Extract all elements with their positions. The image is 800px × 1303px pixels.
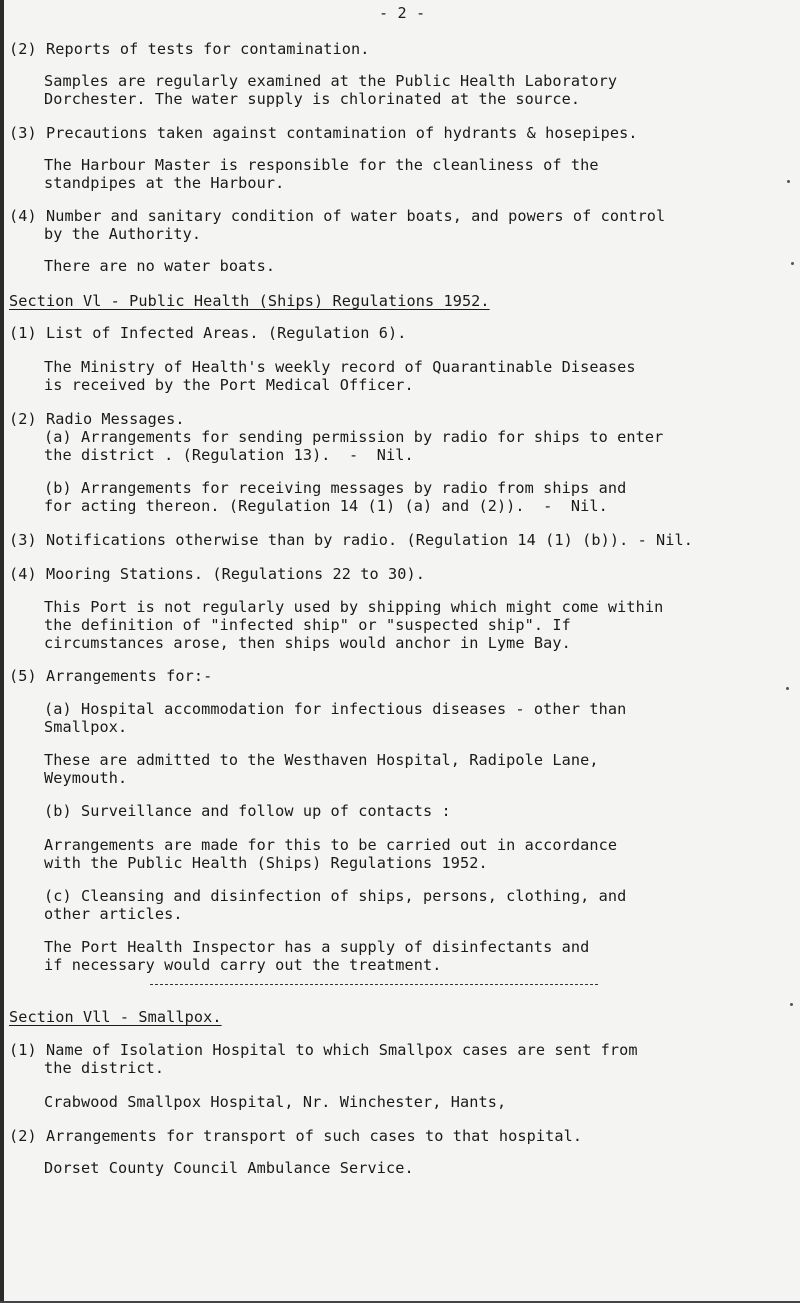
- notifications-line: (3) Notifications otherwise than by radio. (Regulation 14 (1) (b)). - Nil.: [9, 531, 694, 549]
- arrangements-heading: (5) Arrangements for:-: [9, 667, 213, 685]
- surveillance-text: with the Public Health (Ships) Regulations 1952.: [44, 854, 488, 872]
- mooring-text-line: circumstances arose, then ships would anchor in Lyme Bay.: [44, 634, 571, 652]
- transport-text: Dorset County Council Ambulance Service.: [44, 1159, 414, 1177]
- hospital-accommodation-text: Weymouth.: [44, 769, 128, 787]
- scan-speck: [786, 687, 789, 690]
- hospital-accommodation-line: (a) Hospital accommodation for infectious diseases - other than: [44, 700, 627, 718]
- scan-speck: [791, 262, 794, 265]
- mooring-text-line: This Port is not regularly used by shipping which might come within: [44, 598, 664, 616]
- reports-heading: (2) Reports of tests for contamination.: [9, 40, 370, 58]
- reports-text-line: Samples are regularly examined at the Public Health Laboratory: [44, 72, 618, 90]
- radio-messages-heading: (2) Radio Messages.: [9, 410, 185, 428]
- infected-areas-heading: (1) List of Infected Areas. (Regulation 6).: [9, 324, 407, 342]
- hospital-accommodation-text: These are admitted to the Westhaven Hospital, Radipole Lane,: [44, 751, 599, 769]
- isolation-hospital-heading: the district.: [44, 1059, 165, 1077]
- radio-item-b-line: (b) Arrangements for receiving messages by radio from ships and: [44, 479, 627, 497]
- mooring-stations-heading: (4) Mooring Stations. (Regulations 22 to 30).: [9, 565, 425, 583]
- precautions-heading: (3) Precautions taken against contamination of hydrants & hosepipes.: [9, 124, 638, 142]
- scan-speck: [790, 1003, 793, 1006]
- cleansing-text: The Port Health Inspector has a supply of disinfectants and: [44, 938, 590, 956]
- surveillance-heading: (b) Surveillance and follow up of contacts :: [44, 802, 451, 820]
- page-number: - 2 -: [379, 4, 426, 22]
- cleansing-heading: (c) Cleansing and disinfection of ships, persons, clothing, and: [44, 887, 627, 905]
- precautions-text-line: standpipes at the Harbour.: [44, 174, 285, 192]
- cleansing-text: if necessary would carry out the treatment.: [44, 956, 442, 974]
- infected-areas-text-line: The Ministry of Health's weekly record of Quarantinable Diseases: [44, 358, 636, 376]
- section-divider: [150, 984, 598, 985]
- hospital-accommodation-line: Smallpox.: [44, 718, 128, 736]
- isolation-hospital-name: Crabwood Smallpox Hospital, Nr. Winchester, Hants,: [44, 1093, 507, 1111]
- radio-item-a-line: (a) Arrangements for sending permission by radio for ships to enter: [44, 428, 664, 446]
- infected-areas-text-line: is received by the Port Medical Officer.: [44, 376, 414, 394]
- water-boats-heading: (4) Number and sanitary condition of water boats, and powers of control: [9, 207, 666, 225]
- surveillance-text: Arrangements are made for this to be carried out in accordance: [44, 836, 618, 854]
- section-7-title: Section Vll - Smallpox.: [9, 1008, 222, 1026]
- section-6-title: Section Vl - Public Health (Ships) Regulations 1952.: [9, 292, 490, 310]
- cleansing-heading: other articles.: [44, 905, 183, 923]
- transport-heading: (2) Arrangements for transport of such cases to that hospital.: [9, 1127, 583, 1145]
- mooring-text-line: the definition of "infected ship" or "suspected ship". If: [44, 616, 571, 634]
- radio-item-a-line: the district . (Regulation 13). - Nil.: [44, 446, 414, 464]
- scan-edge: [0, 0, 4, 1303]
- radio-item-b-line: for acting thereon. (Regulation 14 (1) (a) and (2)). - Nil.: [44, 497, 608, 515]
- isolation-hospital-heading: (1) Name of Isolation Hospital to which Smallpox cases are sent from: [9, 1041, 638, 1059]
- water-boats-text: There are no water boats.: [44, 257, 276, 275]
- reports-text-line: Dorchester. The water supply is chlorinated at the source.: [44, 90, 581, 108]
- precautions-text-line: The Harbour Master is responsible for the cleanliness of the: [44, 156, 599, 174]
- scan-speck: [787, 180, 790, 183]
- water-boats-heading: by the Authority.: [44, 225, 202, 243]
